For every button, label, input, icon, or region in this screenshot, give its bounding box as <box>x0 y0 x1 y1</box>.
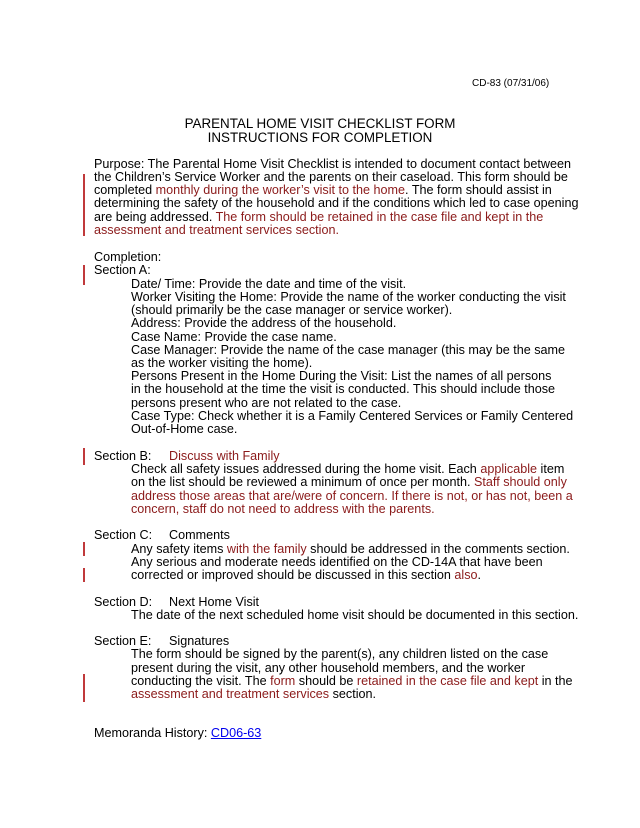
section-a-line: as the worker visiting the home). <box>131 356 313 370</box>
section-d-line: The date of the next scheduled home visit should be documented in this section. <box>131 608 579 622</box>
section-a-label: Section A: <box>94 263 151 277</box>
section-b-title: Discuss with Family <box>169 449 280 463</box>
section-a-line: Case Type: Check whether it is a Family Centered Services or Family Centered <box>131 409 574 423</box>
change-bar <box>83 174 85 214</box>
section-a-line: Case Name: Provide the case name. <box>131 330 337 344</box>
section-c-line: corrected or improved should be discussed in this section also. <box>131 568 482 582</box>
section-e-line: present during the visit, any other household members, and the worker <box>131 661 526 675</box>
change-bar <box>83 214 85 236</box>
memoranda-link[interactable]: CD06-63 <box>210 726 262 740</box>
section-e-title: Signatures <box>169 634 230 648</box>
completion-heading: Completion: <box>94 250 162 264</box>
section-d-title: Next Home Visit <box>169 595 260 609</box>
purpose-line: determining the safety of the household and if the conditions which led to case opening <box>94 196 579 210</box>
section-a-line: Worker Visiting the Home: Provide the name of the worker conducting the visit <box>131 290 566 304</box>
section-a-line: (should primarily be the case manager or service worker). <box>131 303 453 317</box>
section-a-line: Date/ Time: Provide the date and time of the visit. <box>131 277 407 291</box>
change-bar <box>83 568 85 582</box>
page-subtitle: INSTRUCTIONS FOR COMPLETION <box>207 130 433 145</box>
change-bar <box>83 265 85 285</box>
section-a-line: Out-of-Home case. <box>131 422 238 436</box>
section-b-line: address those areas that are/were of concern. If there is not, or has not, been a <box>131 489 573 503</box>
section-e-line: The form should be signed by the parent(s), any children listed on the case <box>131 647 549 661</box>
section-b-line: concern, staff do not need to address with the parents. <box>131 502 435 516</box>
purpose-line: assessment and treatment services section. <box>94 223 339 237</box>
change-bar <box>83 448 85 465</box>
section-d-label: Section D: <box>94 595 153 609</box>
section-a-line: in the household at the time the visit is conducted. This should include those <box>131 382 556 396</box>
section-a-line: Case Manager: Provide the name of the case manager (this may be the same <box>131 343 566 357</box>
section-c-title: Comments <box>169 528 230 542</box>
purpose-line: completed monthly during the worker’s visit to the home. The form should assist in <box>94 183 552 197</box>
section-e-label: Section E: <box>94 634 152 648</box>
change-bar <box>83 542 85 556</box>
form-code: CD-83 (07/31/06) <box>472 78 550 89</box>
section-a-line: persons present who are not related to the case. <box>131 396 402 410</box>
purpose-line: are being addressed. The form should be retained in the case file and kept in the <box>94 210 544 224</box>
change-bar <box>83 674 85 702</box>
purpose-line: the Children’s Service Worker and the parents on their caseload. This form should be <box>94 170 568 184</box>
section-c-line: Any serious and moderate needs identified on the CD-14A that have been <box>131 555 543 569</box>
section-c-label: Section C: <box>94 528 153 542</box>
section-a-line: Address: Provide the address of the household. <box>131 316 397 330</box>
memoranda-history: Memoranda History: CD06-63 <box>94 726 262 740</box>
purpose-line: Purpose: The Parental Home Visit Checklist is intended to document contact between <box>94 157 571 171</box>
section-b-label: Section B: <box>94 449 152 463</box>
section-c-line: Any safety items with the family should be addressed in the comments section. <box>131 542 570 556</box>
section-e-line: assessment and treatment services section. <box>131 687 376 701</box>
section-b-line: Check all safety issues addressed during the home visit. Each applicable item <box>131 462 565 476</box>
section-a-line: Persons Present in the Home During the Visit: List the names of all persons <box>131 369 552 383</box>
page-title: PARENTAL HOME VISIT CHECKLIST FORM <box>184 116 456 131</box>
section-e-line: conducting the visit. The form should be retained in the case file and kept in the <box>131 674 573 688</box>
section-b-line: on the list should be reviewed a minimum of once per month. Staff should only <box>131 475 567 489</box>
